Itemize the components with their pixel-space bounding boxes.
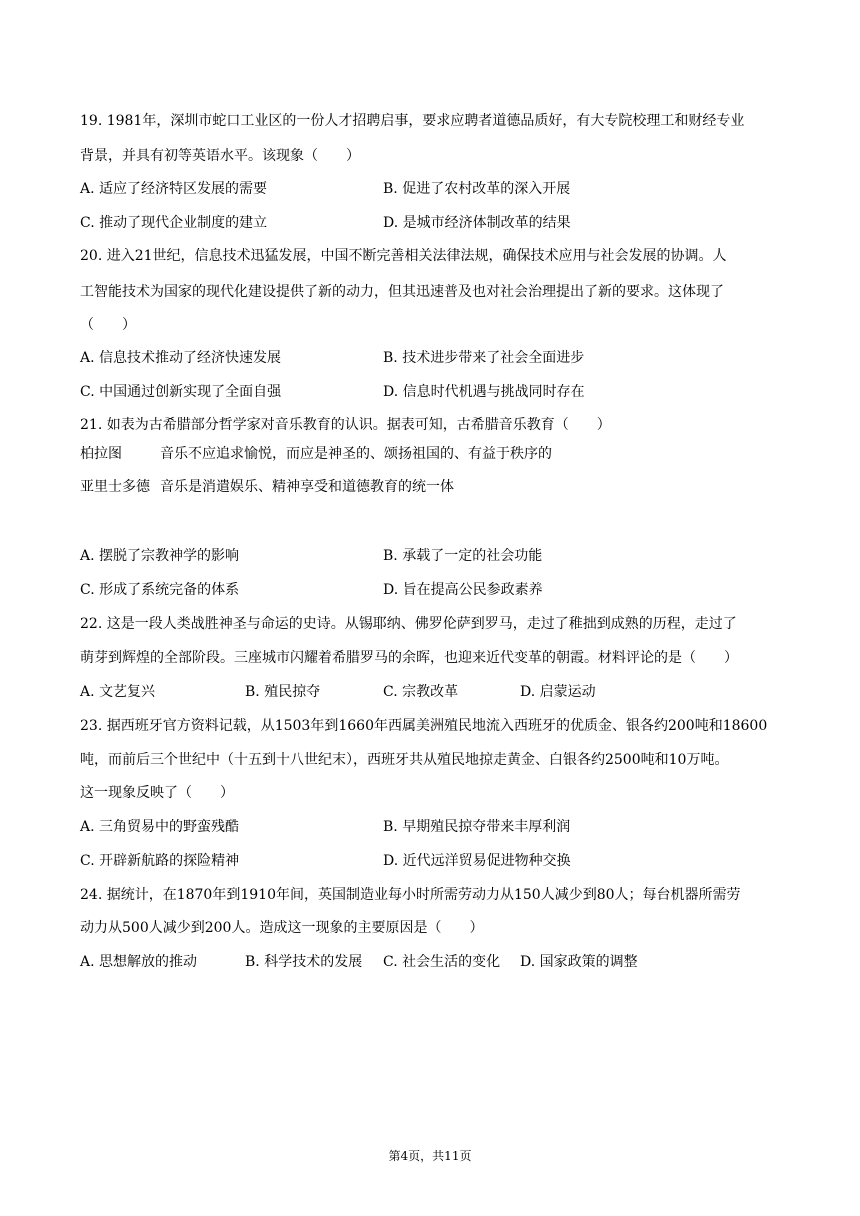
option-d: D. 是城市经济体制改革的结果 (383, 215, 571, 231)
option-d: D. 近代远洋贸易促进物种交换 (383, 853, 571, 869)
option-d: D. 启蒙运动 (520, 684, 596, 700)
page-footer: 第4页，共11页 (388, 1149, 472, 1163)
option-a: A. 适应了经济特区发展的需要 (80, 181, 268, 197)
option-b: B. 承载了一定的社会功能 (383, 548, 543, 564)
question-stem-line: 这一现象反映了（ ） (80, 785, 234, 801)
option-b: B. 技术进步带来了社会全面进步 (383, 350, 585, 366)
option-a: A. 文艺复兴 (80, 684, 156, 700)
question-stem-line: 动力从500人减少到200人。造成这一现象的主要原因是（ ） (80, 920, 484, 936)
question-stem-line: 工智能技术为国家的现代化建设提供了新的动力，但其迅速普及也对社会治理提出了新的要求。这体现了 (80, 284, 724, 300)
question-stem-line: 19. 1981年，深圳市蛇口工业区的一份人才招聘启事，要求应聘者道德品质好，有大专院校理工和财经专业 (80, 113, 745, 129)
option-b: B. 促进了农村改革的深入开展 (383, 181, 571, 197)
question-stem-line: 吨，而前后三个世纪中（十五到十八世纪末），西班牙共从殖民地掠走黄金、白银各约2500吨和10万吨。 (80, 752, 729, 768)
option-d: D. 信息时代机遇与挑战同时存在 (383, 384, 585, 400)
option-a: A. 信息技术推动了经济快速发展 (80, 350, 282, 366)
option-c: C. 中国通过创新实现了全面自强 (80, 384, 282, 400)
option-d: D. 国家政策的调整 (520, 954, 638, 970)
option-a: A. 思想解放的推动 (80, 954, 198, 970)
option-c: C. 推动了现代企业制度的建立 (80, 215, 268, 231)
option-b: B. 殖民掠夺 (245, 684, 321, 700)
question-stem-line: 20. 进入21世纪，信息技术迅猛发展，中国不断完善相关法律法规，确保技术应用与社会发展的协调。人 (80, 248, 727, 264)
table-cell-view: 音乐是消遣娱乐、精神享受和道德教育的统一体 (160, 479, 454, 495)
table-cell-name: 亚里士多德 (80, 479, 150, 495)
option-a: A. 摆脱了宗教神学的影响 (80, 548, 240, 564)
option-c: C. 形成了系统完备的体系 (80, 582, 240, 598)
table-cell-view: 音乐不应追求愉悦，而应是神圣的、颂扬祖国的、有益于秩序的 (160, 446, 552, 462)
question-stem-line: 23. 据西班牙官方资料记载，从1503年到1660年西属美洲殖民地流入西班牙的优质金、银各约200吨和18600 (80, 718, 768, 734)
question-stem-line: 背景，并具有初等英语水平。该现象（ ） (80, 148, 360, 164)
option-c: C. 开辟新航路的探险精神 (80, 853, 240, 869)
table-cell-name: 柏拉图 (80, 446, 122, 462)
option-b: B. 科学技术的发展 (245, 954, 363, 970)
option-d: D. 旨在提高公民参政素养 (383, 582, 543, 598)
option-c: C. 社会生活的变化 (383, 954, 501, 970)
question-stem-line: 24. 据统计，在1870年到1910年间，英国制造业每小时所需劳动力从150人减少到80人；每台机器所需劳 (80, 887, 741, 903)
question-stem-line: 22. 这是一段人类战胜神圣与命运的史诗。从锡耶纳、佛罗伦萨到罗马，走过了稚拙到成熟的历程，走过了 (80, 616, 737, 632)
question-stem-line: （ ） (80, 317, 136, 333)
question-stem-line: 萌芽到辉煌的全部阶段。三座城市闪耀着希腊罗马的余晖，也迎来近代变革的朝霞。材料评论的是（ ） (80, 650, 738, 666)
option-c: C. 宗教改革 (383, 684, 459, 700)
option-a: A. 三角贸易中的野蛮残酷 (80, 819, 240, 835)
question-stem-line: 21. 如表为古希腊部分哲学家对音乐教育的认识。据表可知，古希腊音乐教育（ ） (80, 417, 611, 433)
option-b: B. 早期殖民掠夺带来丰厚利润 (383, 819, 571, 835)
